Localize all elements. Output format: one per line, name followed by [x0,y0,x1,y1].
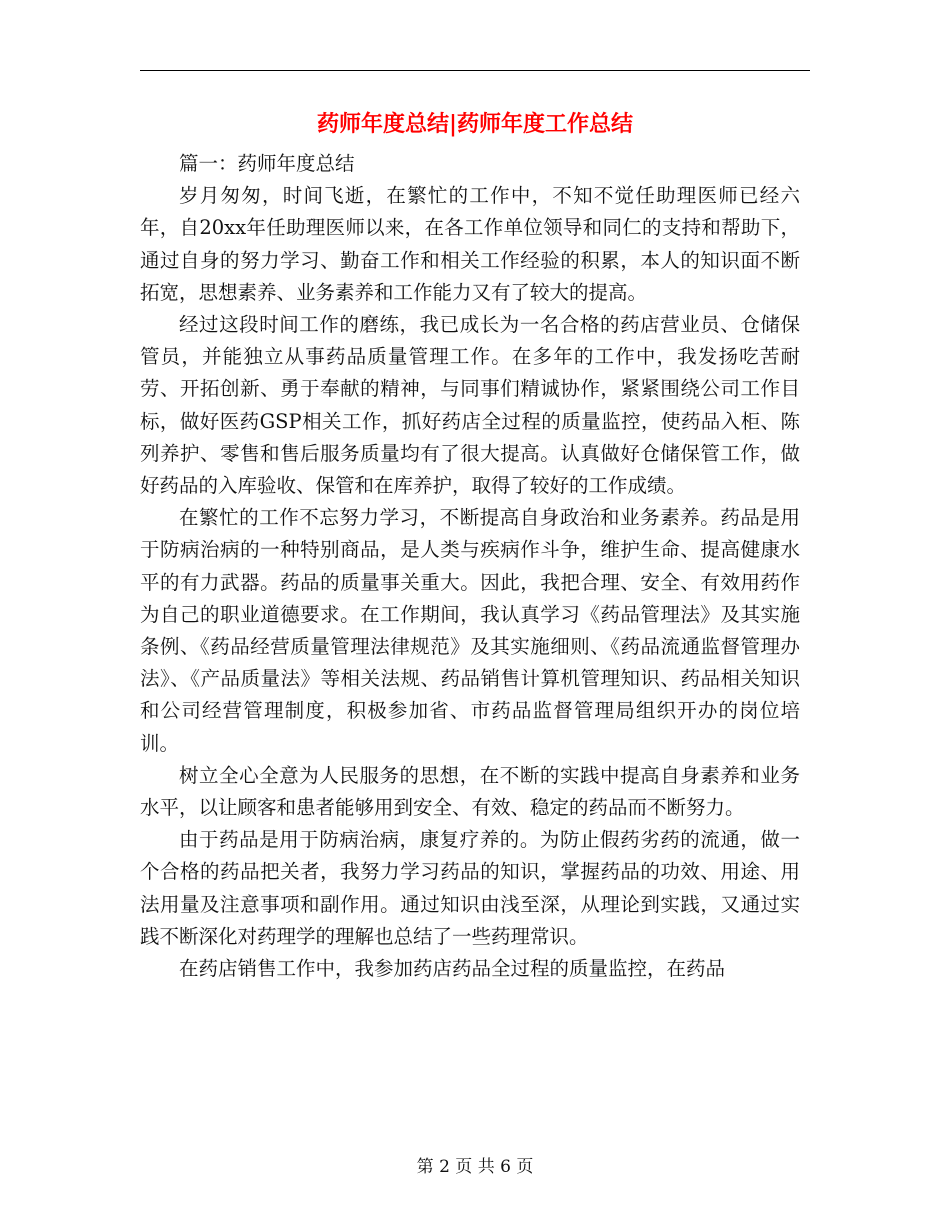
paragraph: 由于药品是用于防病治病，康复疗养的。为防止假药劣药的流通，做一个合格的药品把关者，我努力学习药品的知识，掌握药品的功效、用途、用法用量及注意事项和副作用。通过知识由浅至深，从理论到实践，又通过实践不断深化对药理学的理解也总结了一些药理常识。 [140,828,800,948]
paragraph: 在药店销售工作中，我参加药店药品全过程的质量监控，在药品 [179,957,726,981]
document-body [140,148,800,985]
paragraph: 岁月匆匆，时间飞逝，在繁忙的工作中，不知不觉任助理医师已经六年，自20xx年任助理医师以来，在各工作单位领导和同仁的支持和帮助下，通过自身的努力学习、勤奋工作和相关工作经验的积累，本人的知识面不断拓宽，思想素养、业务素养和工作能力又有了较大的提高。 [140,184,800,304]
paragraph: 经过这段时间工作的磨练，我已成长为一名合格的药店营业员、仓储保管员，并能独立从事药品质量管理工作。在多年的工作中，我发扬吃苦耐劳、开拓创新、勇于奉献的精神，与同事们精诚协作，紧紧围绕公司工作目标，做好医药GSP相关工作，抓好药店全过程的质量监控，使药品入柜、陈列养护、零售和售后服务质量均有了很大提高。认真做好仓储保管工作，做好药品的入库验收、保管和在库养护，取得了较好的工作成绩。 [140,313,800,498]
paragraph: 树立全心全意为人民服务的思想，在不断的实践中提高自身素养和业务水平，以让顾客和患者能够用到安全、有效、稳定的药品而不断努力。 [140,763,800,820]
page-footer: 第 2 页 共 6 页 [416,1157,534,1177]
paragraph: 在繁忙的工作不忘努力学习，不断提高自身政治和业务素养。药品是用于防病治病的一种特别商品，是人类与疾病作斗争，维护生命、提高健康水平的有力武器。药品的质量事关重大。因此，我把合理、安全、有效用药作为自己的职业道德要求。在工作期间，我认真学习《药品管理法》及其实施条例、《药品经营质量管理法律规范》及其实施细则、《药品流通监督管理办法》、《产品质量法》等相关法规、药品销售计算机管理知识、药品相关知识和公司经营管理制度，积极参加省、市药品监督管理局组织开办的岗位培训。 [140,506,800,755]
header-rule [140,70,810,71]
document-title: 药师年度总结|药师年度工作总结 [316,111,633,137]
paragraph: 篇一：药师年度总结 [179,152,355,175]
